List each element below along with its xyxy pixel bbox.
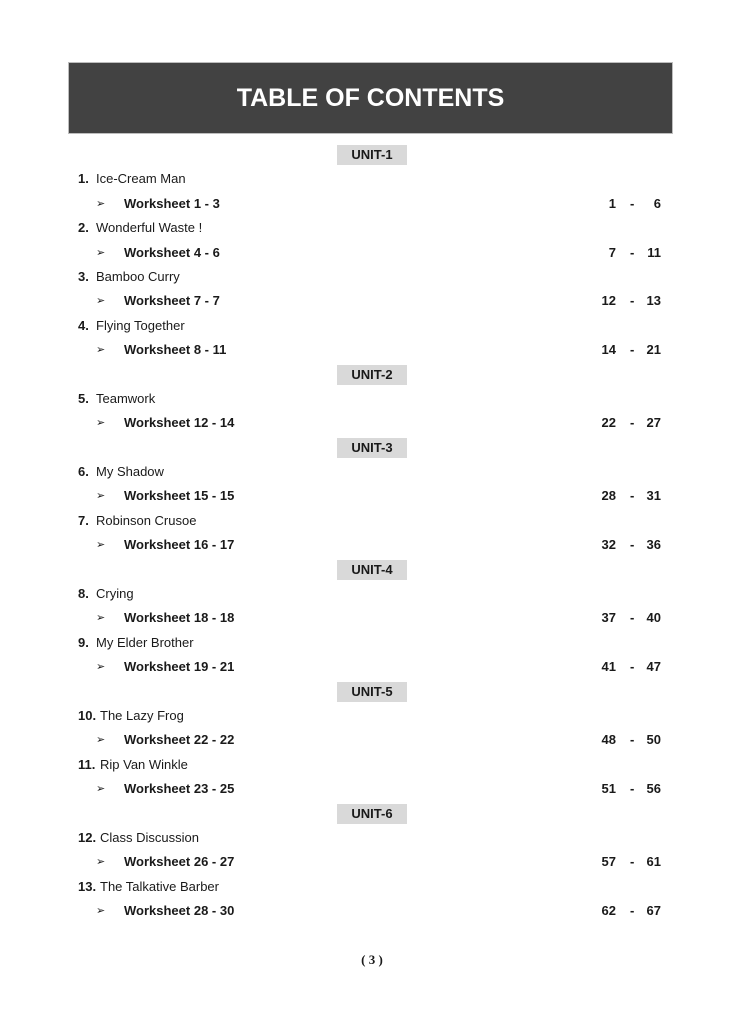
chapter-row (0, 167, 744, 191)
page-range-dash: - (630, 903, 635, 919)
worksheet-label: Worksheet 22 - 22 (124, 732, 235, 748)
worksheet-row (0, 338, 744, 362)
arrow-bullet-icon: ➢ (96, 612, 106, 625)
chapter-title: Teamwork (96, 390, 156, 406)
chapter-title: Class Discussion (100, 829, 199, 845)
worksheet-row (0, 728, 744, 752)
chapter-number: 2. (78, 220, 89, 236)
chapter-title: Robinson Crusoe (96, 512, 197, 528)
unit-badge: UNIT-2 (337, 365, 407, 385)
chapter-title: The Lazy Frog (100, 707, 184, 723)
page-from: 48 (601, 732, 616, 748)
page-range-dash: - (630, 781, 635, 797)
chapter-title: Wonderful Waste ! (96, 220, 203, 236)
unit-badge: UNIT-1 (337, 145, 407, 165)
chapter-row (0, 460, 744, 484)
page-range-dash: - (630, 293, 635, 309)
page-from: 12 (601, 293, 616, 309)
arrow-bullet-icon: ➢ (96, 905, 106, 918)
worksheet-label: Worksheet 16 - 17 (124, 537, 235, 553)
worksheet-label: Worksheet 28 - 30 (124, 903, 235, 919)
arrow-bullet-icon: ➢ (96, 734, 106, 747)
worksheet-row (0, 484, 744, 508)
chapter-row (0, 753, 744, 777)
page-range-dash: - (630, 854, 635, 870)
table-of-contents (0, 143, 744, 924)
page-from: 51 (601, 781, 616, 797)
page-range-dash: - (630, 659, 635, 675)
page-to: 50 (646, 732, 661, 748)
page-to: 36 (646, 537, 661, 553)
chapter-number: 4. (78, 317, 89, 333)
arrow-bullet-icon: ➢ (96, 490, 106, 503)
worksheet-row (0, 289, 744, 313)
page-to: 27 (646, 415, 661, 431)
page-from: 37 (601, 610, 616, 626)
page-to: 67 (646, 903, 661, 919)
worksheet-label: Worksheet 1 - 3 (124, 195, 220, 211)
unit-row (0, 436, 744, 460)
chapter-title: Bamboo Curry (96, 268, 180, 284)
chapter-title: Crying (96, 586, 134, 602)
unit-row (0, 143, 744, 167)
page-to: 21 (646, 342, 661, 358)
chapter-row (0, 631, 744, 655)
page-from: 7 (608, 244, 616, 260)
unit-row (0, 558, 744, 582)
page-to: 56 (646, 781, 661, 797)
page-range-dash: - (630, 732, 635, 748)
page-range-dash: - (630, 244, 635, 260)
chapter-row (0, 387, 744, 411)
arrow-bullet-icon: ➢ (96, 539, 106, 552)
unit-row (0, 802, 744, 826)
chapter-row (0, 826, 744, 850)
chapter-title: The Talkative Barber (100, 878, 219, 894)
title-banner (68, 62, 673, 134)
chapter-number: 8. (78, 586, 89, 602)
chapter-title: My Elder Brother (96, 634, 194, 650)
chapter-title: My Shadow (96, 464, 164, 480)
page-from: 22 (601, 415, 616, 431)
page-to: 31 (646, 488, 661, 504)
chapter-number: 1. (78, 171, 89, 187)
worksheet-row (0, 850, 744, 874)
chapter-row (0, 582, 744, 606)
worksheet-label: Worksheet 18 - 18 (124, 610, 235, 626)
chapter-number: 12. (78, 829, 97, 845)
chapter-number: 9. (78, 634, 89, 650)
chapter-row (0, 216, 744, 240)
page-to: 40 (646, 610, 661, 626)
chapter-row (0, 314, 744, 338)
worksheet-row (0, 192, 744, 216)
page-to: 61 (646, 854, 661, 870)
worksheet-label: Worksheet 19 - 21 (124, 659, 235, 675)
chapter-number: 11. (78, 756, 96, 772)
page-range-dash: - (630, 195, 635, 211)
chapter-row (0, 509, 744, 533)
arrow-bullet-icon: ➢ (96, 344, 106, 357)
page-range-dash: - (630, 610, 635, 626)
worksheet-row (0, 777, 744, 801)
worksheet-row (0, 655, 744, 679)
worksheet-label: Worksheet 7 - 7 (124, 293, 220, 309)
page-range-dash: - (630, 537, 635, 553)
arrow-bullet-icon: ➢ (96, 295, 106, 308)
worksheet-row (0, 899, 744, 923)
arrow-bullet-icon: ➢ (96, 856, 106, 869)
unit-row (0, 363, 744, 387)
unit-badge: UNIT-6 (337, 804, 407, 824)
worksheet-row (0, 241, 744, 265)
arrow-bullet-icon: ➢ (96, 417, 106, 430)
page-range-dash: - (630, 488, 635, 504)
chapter-title: Ice-Cream Man (96, 171, 186, 187)
page-to: 11 (647, 244, 661, 260)
chapter-row (0, 704, 744, 728)
worksheet-label: Worksheet 12 - 14 (124, 415, 235, 431)
arrow-bullet-icon: ➢ (96, 661, 106, 674)
page-number: ( 3 ) (361, 952, 383, 967)
worksheet-row (0, 411, 744, 435)
page-to: 13 (646, 293, 661, 309)
chapter-row (0, 265, 744, 289)
page-from: 14 (601, 342, 616, 358)
unit-badge: UNIT-4 (337, 560, 407, 580)
page-range-dash: - (630, 415, 635, 431)
chapter-number: 6. (78, 464, 89, 480)
worksheet-label: Worksheet 23 - 25 (124, 781, 235, 797)
chapter-number: 7. (78, 512, 89, 528)
worksheet-row (0, 533, 744, 557)
arrow-bullet-icon: ➢ (96, 783, 106, 796)
chapter-number: 13. (78, 878, 97, 894)
chapter-number: 5. (78, 390, 89, 406)
page-from: 57 (601, 854, 616, 870)
page-from: 1 (608, 195, 616, 211)
page-from: 62 (601, 903, 616, 919)
page-range-dash: - (630, 342, 635, 358)
page-from: 32 (601, 537, 616, 553)
page-from: 28 (601, 488, 616, 504)
unit-badge: UNIT-5 (337, 682, 407, 702)
page-to: 47 (646, 659, 661, 675)
worksheet-label: Worksheet 8 - 11 (124, 342, 227, 358)
page-from: 41 (601, 659, 616, 675)
arrow-bullet-icon: ➢ (96, 197, 106, 210)
unit-row (0, 680, 744, 704)
unit-badge: UNIT-3 (337, 438, 407, 458)
chapter-number: 10. (78, 707, 97, 723)
chapter-title: Flying Together (96, 317, 185, 333)
worksheet-label: Worksheet 4 - 6 (124, 244, 220, 260)
worksheet-label: Worksheet 26 - 27 (124, 854, 235, 870)
chapter-title: Rip Van Winkle (100, 756, 188, 772)
chapter-number: 3. (78, 268, 89, 284)
arrow-bullet-icon: ➢ (96, 246, 106, 259)
worksheet-label: Worksheet 15 - 15 (124, 488, 235, 504)
page-title: TABLE OF CONTENTS (236, 83, 505, 112)
chapter-row (0, 875, 744, 899)
worksheet-row (0, 606, 744, 630)
page-to: 6 (653, 195, 661, 211)
